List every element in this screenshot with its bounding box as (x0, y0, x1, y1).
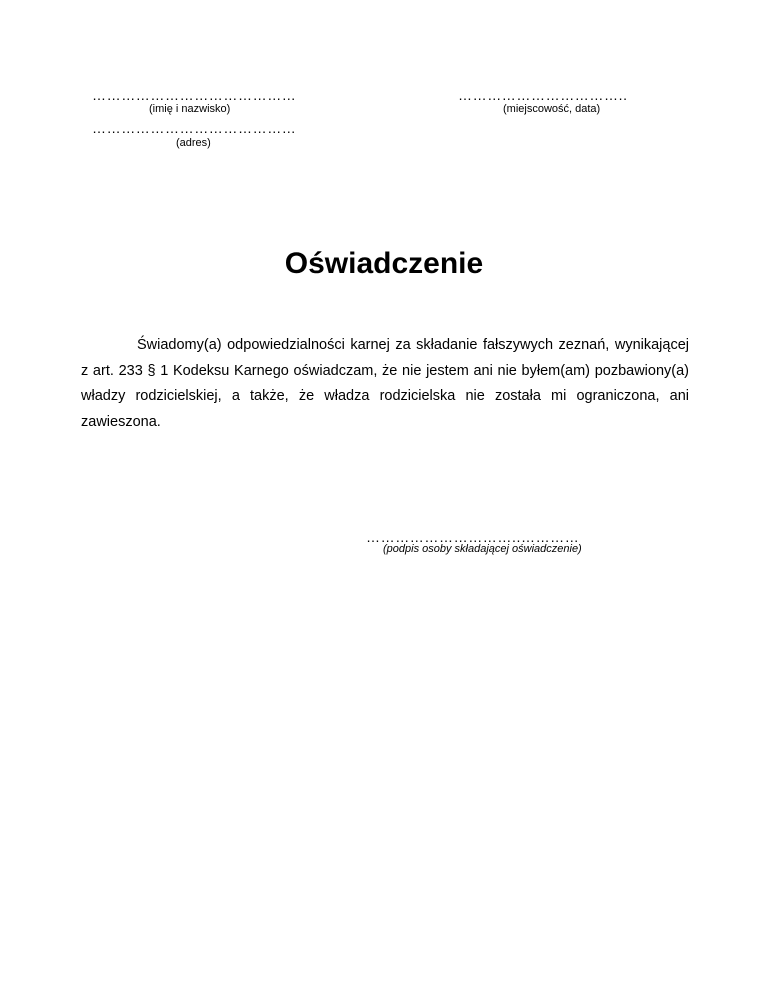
signature-dotted-line: …………………………..………… (366, 529, 580, 545)
name-caption: (imię i nazwisko) (149, 103, 231, 115)
name-dotted-line: …………………………………… (92, 87, 297, 103)
address-dotted-line: …………………………………… (92, 120, 297, 136)
address-caption: (adres) (176, 137, 211, 149)
signature-caption: (podpis osoby składającej oświadczenie) (383, 543, 582, 555)
statement-body: Świadomy(a) odpowiedzialności karnej za składanie fałszywych zeznań, wynikającej z art. 233 § 1 Kodeksu Karnego oświadczam, że nie jestem ani nie byłem(am) pozbawiony(a) władzy rodzicielskiej, a także, że władza rodzicielska nie została mi ograniczona, ani zawieszona. (81, 337, 689, 430)
place-date-dotted-line: …………………………….. (458, 87, 628, 103)
document-title: Oświadczenie (284, 247, 484, 280)
place-date-caption: (miejscowość, data) (503, 103, 601, 115)
